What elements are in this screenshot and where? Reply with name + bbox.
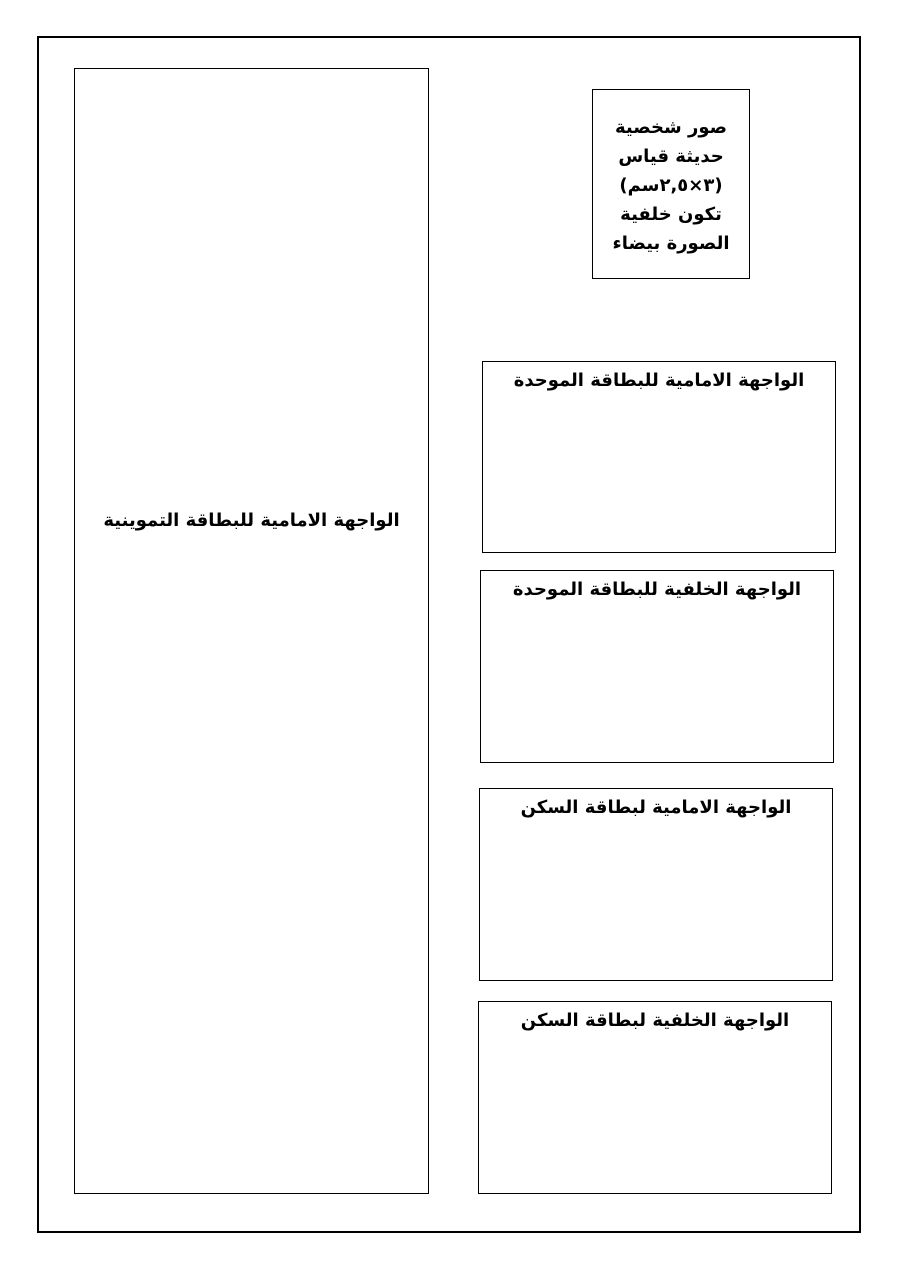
residence-card-front-box[interactable] <box>479 788 833 981</box>
ration-card-front-label: الواجهة الامامية للبطاقة التموينية <box>103 510 400 531</box>
residence-card-back-box[interactable] <box>478 1001 832 1194</box>
ration-card-front-box[interactable] <box>74 68 429 1194</box>
residence-card-back-label: الواجهة الخلفية لبطاقة السكن <box>520 1010 790 1031</box>
unified-card-front-box[interactable] <box>482 361 836 553</box>
unified-card-back-box[interactable] <box>480 570 834 763</box>
unified-card-front-label: الواجهة الامامية للبطاقة الموحدة <box>513 370 805 391</box>
personal-photo-box[interactable] <box>592 89 750 279</box>
unified-card-back-label: الواجهة الخلفية للبطاقة الموحدة <box>512 579 802 600</box>
residence-card-front-label: الواجهة الامامية لبطاقة السكن <box>520 797 792 818</box>
photo-instructions-text: صور شخصية حديثة قياس (٣×٢,٥سم) تكون خلفية الصورة بيضاء <box>612 116 730 254</box>
